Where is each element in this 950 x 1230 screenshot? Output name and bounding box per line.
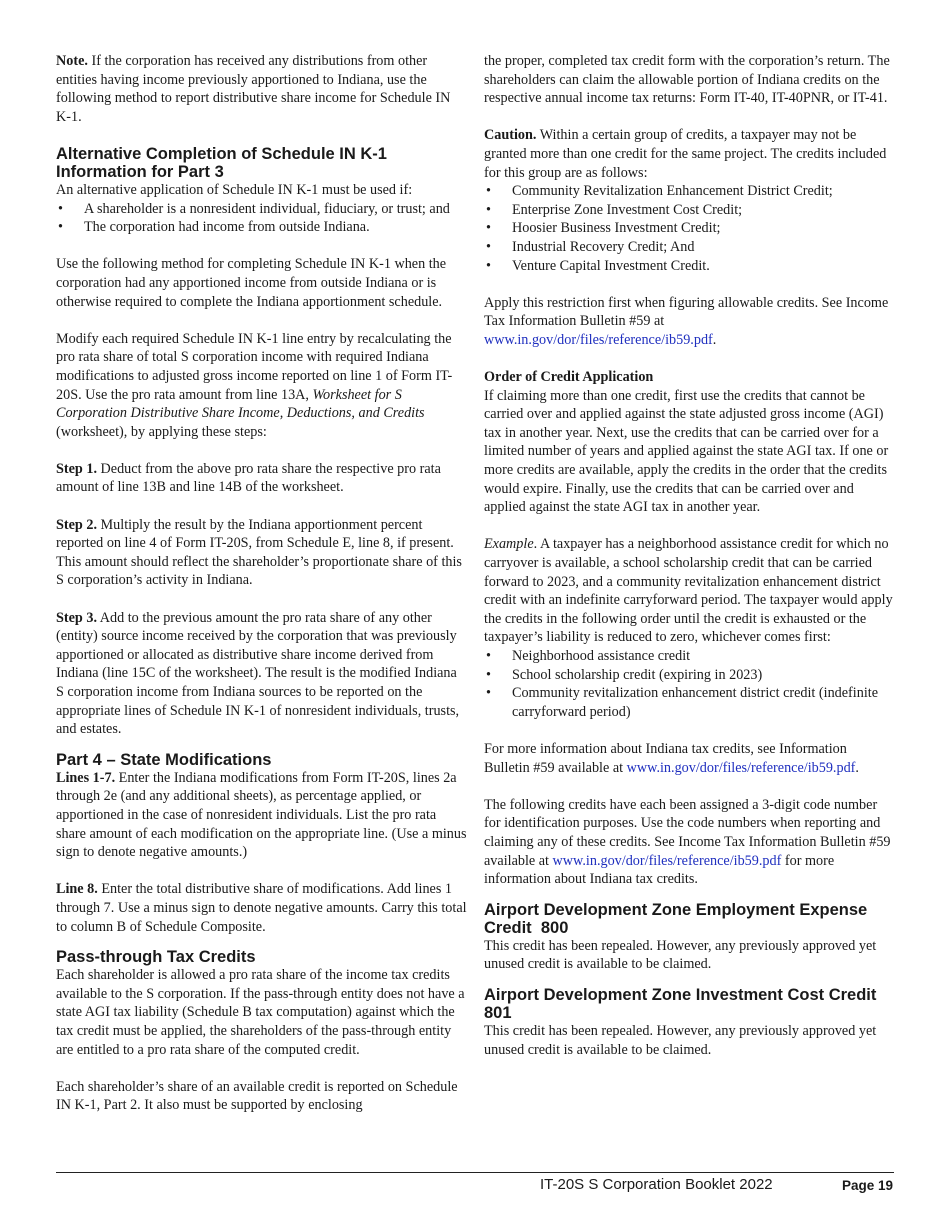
list-item: • Industrial Recovery Credit; And — [484, 238, 894, 257]
shareholder-share-paragraph: Each shareholder’s share of an available credit is reported on Schedule IN K-1, Part 2. It also must be supported by enclosing — [56, 1078, 458, 1114]
adz-employment-heading: Airport Development Zone Employment Expense Credit 800 — [484, 900, 872, 937]
example-paragraph: Example. A taxpayer has a neighborhood assistance credit for which no carryover is available, a school scholarship credit that can be carried forward to 2023, and a community revitalization enhancement district credit with an indefinite carryforward period. The taxpayer would apply the credits in the following order until the credit is exhausted or the taxpayer’s liability is reduced to zero, whichever comes first: — [484, 536, 893, 646]
list-item: • Hoosier Business Investment Credit; — [484, 219, 894, 238]
lines-1-7-paragraph: Lines 1-7. Enter the Indiana modifications from Form IT-20S, lines 2a through 2e (and any additional sheets), as percentage applied, or apportioned in the case of nonresident individuals. List the pro rata share amount of each modification on the appropriate line. (Use a minus sign to denote negative amounts.) — [56, 769, 467, 861]
list-item: • School scholarship credit (expiring in 2023) — [484, 666, 894, 685]
list-item: • Neighborhood assistance credit — [484, 647, 894, 666]
ib59-link[interactable]: www.in.gov/dor/files/reference/ib59.pdf — [484, 331, 713, 348]
more-info-paragraph: For more information about Indiana tax credits, see Information Bulletin #59 available at www.in.gov/dor/files/reference/ib59.pdf. — [484, 740, 859, 776]
left-column — [56, 52, 468, 1115]
ib59-link[interactable]: www.in.gov/dor/files/reference/ib59.pdf — [552, 852, 782, 869]
modify-paragraph: Modify each required Schedule IN K-1 line entry by recalculating the pro rata share of total S corporation income with required Indiana modifications to adjusted gross income reported on line 1 of Form IT-20S. Use the pro rata amount from line 13A, Worksheet for S Corporation Distributive Share Income, Deductions, and Credits (worksheet), by applying these steps: — [56, 330, 453, 440]
order-paragraph: If claiming more than one credit, first use the credits that cannot be carried over and applied against the state adjusted gross income (AGI) tax in another year. Next, use the credits that can be carried over for a limited number of years and applied against the state AGI tax. If one or more credits are available, apply the credits in the order that the credits would expire. Finally, use the credits that can be carried over and applied against the state AGI tax in another year. — [484, 387, 889, 516]
list-item: • Community Revitalization Enhancement District Credit; — [484, 182, 894, 201]
alt-completion-heading: Alternative Completion of Schedule IN K-1 Information for Part 3 — [56, 144, 387, 181]
step-1: Step 1. Deduct from the above pro rata share the respective pro rata amount of line 13B and line 14B of the worksheet. — [56, 460, 441, 496]
method-paragraph: Use the following method for completing Schedule IN K-1 when the corporation had any apportioned income from outside Indiana or is otherwise required to complete the Indiana apportionment schedule. — [56, 256, 447, 310]
list-item: • Enterprise Zone Investment Cost Credit; — [484, 201, 894, 220]
adz-investment-heading: Airport Development Zone Investment Cost Credit 801 — [484, 985, 886, 1022]
footer-rule — [56, 1172, 894, 1173]
line-8-paragraph: Line 8. Enter the total distributive share of modifications. Add lines 1 through 7. Use a minus sign to denote negative amounts. Carry this total to column B of Schedule Composite. — [56, 881, 467, 935]
step-2: Step 2. Multiply the result by the Indiana apportionment percent reported on line 4 of Form IT-20S, from Schedule E, line 8, if present. This amount should reflect the shareholder’s proportionate share of this S corporation’s activity in Indiana. — [56, 516, 462, 589]
part4-heading: Part 4 – State Modifications — [56, 750, 272, 769]
caution-paragraph: Caution. Within a certain group of credits, a taxpayer may not be granted more than one credit for the same project. The credits included for this group are as follows: — [484, 127, 887, 181]
caution-credits-list — [484, 182, 894, 275]
order-of-credit-heading: Order of Credit Application — [484, 369, 654, 386]
list-item: • Venture Capital Investment Credit. — [484, 257, 894, 276]
right-column — [484, 52, 894, 1059]
alt-conditions-list — [56, 200, 468, 237]
list-item: • Community revitalization enhancement district credit (indefinite carryforward period) — [484, 684, 894, 721]
adz-employment-paragraph: This credit has been repealed. However, any previously approved yet unused credit is available to be claimed. — [484, 937, 877, 973]
alt-intro: An alternative application of Schedule IN K-1 must be used if: — [56, 181, 413, 198]
pass-through-paragraph: Each shareholder is allowed a pro rata share of the income tax credits available to the S corporation. If the pass-through entity does not have a state AGI tax liability (Schedule B tax computation) against which the tax credit must be applied, the shareholders of the pass-through entity are entitled to a pro rata share of the computed credit. — [56, 967, 465, 1058]
list-item: • A shareholder is a nonresident individual, fiduciary, or trust; and — [56, 200, 468, 219]
adz-investment-paragraph: This credit has been repealed. However, any previously approved yet unused credit is available to be claimed. — [484, 1022, 877, 1058]
list-item: • The corporation had income from outside Indiana. — [56, 218, 468, 237]
footer-title: IT-20S S Corporation Booklet 2022 — [540, 1176, 773, 1193]
step-3: Step 3. Add to the previous amount the pro rata share of any other (entity) source income received by the corporation that was previously apportioned or allocated as distributive share income derived from Indiana (line 15C of the worksheet). The result is the modified Indiana S corporation income from Indiana sources to be reported on the appropriate lines of Schedule IN K-1 of nonresident individuals, trusts, and estates. — [56, 609, 460, 738]
pass-through-heading: Pass-through Tax Credits — [56, 948, 256, 967]
continued-paragraph: the proper, completed tax credit form with the corporation’s return. The shareholders can claim the allowable portion of Indiana credits on the respective annual income tax returns: Form IT-40, IT-40PNR, or IT-41. — [484, 53, 890, 107]
example-credits-list — [484, 647, 894, 721]
codes-paragraph: The following credits have each been assigned a 3-digit code number for identification purposes. Use the code numbers when reporting and claiming any of these credits. See Income Tax Information Bulletin #59 available at www.in.gov/dor/files/reference/ib59.pdf for more information about Indiana tax credits. — [484, 796, 891, 888]
note-paragraph: Note. If the corporation has received any distributions from other entities having income previously apportioned to Indiana, use the following method to report distributive share income for Schedule IN K-1. — [56, 53, 451, 125]
ib59-link[interactable]: www.in.gov/dor/files/reference/ib59.pdf — [626, 759, 856, 776]
apply-paragraph: Apply this restriction first when figuring allowable credits. See Income Tax Information Bulletin #59 at www.in.gov/dor/files/reference/ib59.pdf. — [484, 294, 889, 348]
page-number: Page 19 — [842, 1178, 894, 1193]
